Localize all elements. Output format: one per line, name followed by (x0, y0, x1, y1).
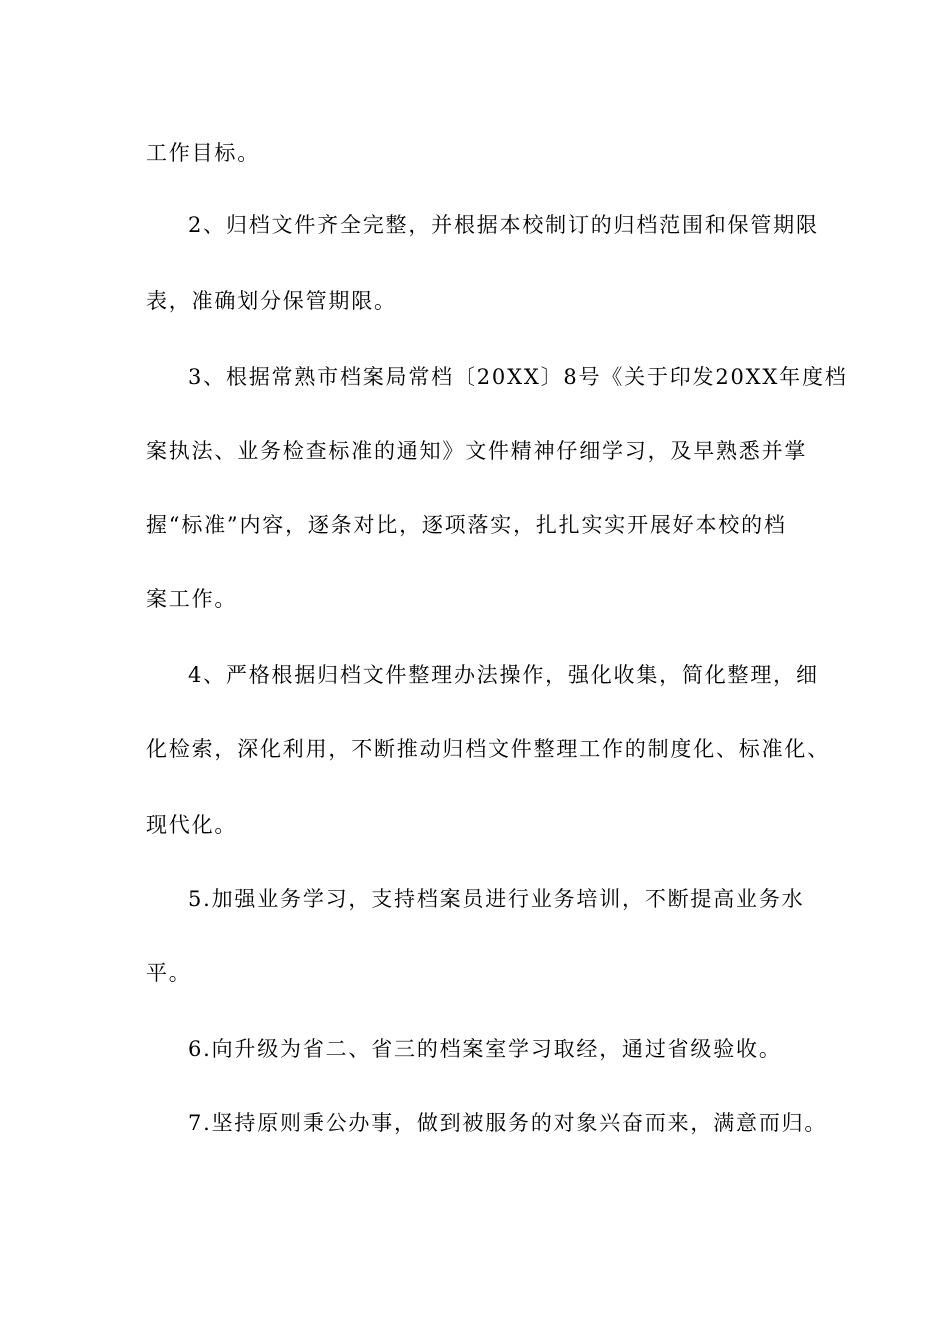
text-line: 5.加强业务学习，支持档案员进行业务培训，不断提高业务水 (188, 887, 805, 911)
text-line: 3、根据常熟市档案局常档〔20XX〕8号《关于印发20XX年度档 (188, 365, 848, 389)
text-line: 6.向升级为省二、省三的档案室学习取经，通过省级验收。 (188, 1037, 782, 1061)
text-line: 2、归档文件齐全完整，并根据本校制订的归档范围和保管期限 (188, 213, 819, 237)
text-line: 4、严格根据归档文件整理办法操作，强化收集，简化整理，细 (188, 663, 819, 687)
text-line: 握“标准”内容，逐条对比，逐项落实，扎扎实实开展好本校的档 (146, 513, 787, 537)
text-line: 案工作。 (146, 587, 238, 611)
text-line: 现代化。 (146, 813, 238, 837)
text-line: 工作目标。 (146, 141, 260, 165)
text-line: 案执法、业务检查标准的通知》文件精神仔细学习，及早熟悉并掌 (146, 439, 808, 463)
text-line: 化检索，深化利用，不断推动归档文件整理工作的制度化、标准化、 (146, 737, 830, 761)
text-line: 平。 (146, 961, 192, 985)
text-line: 7.坚持原则秉公办事，做到被服务的对象兴奋而来，满意而归。 (188, 1111, 828, 1135)
text-line: 表，准确划分保管期限。 (146, 289, 397, 313)
